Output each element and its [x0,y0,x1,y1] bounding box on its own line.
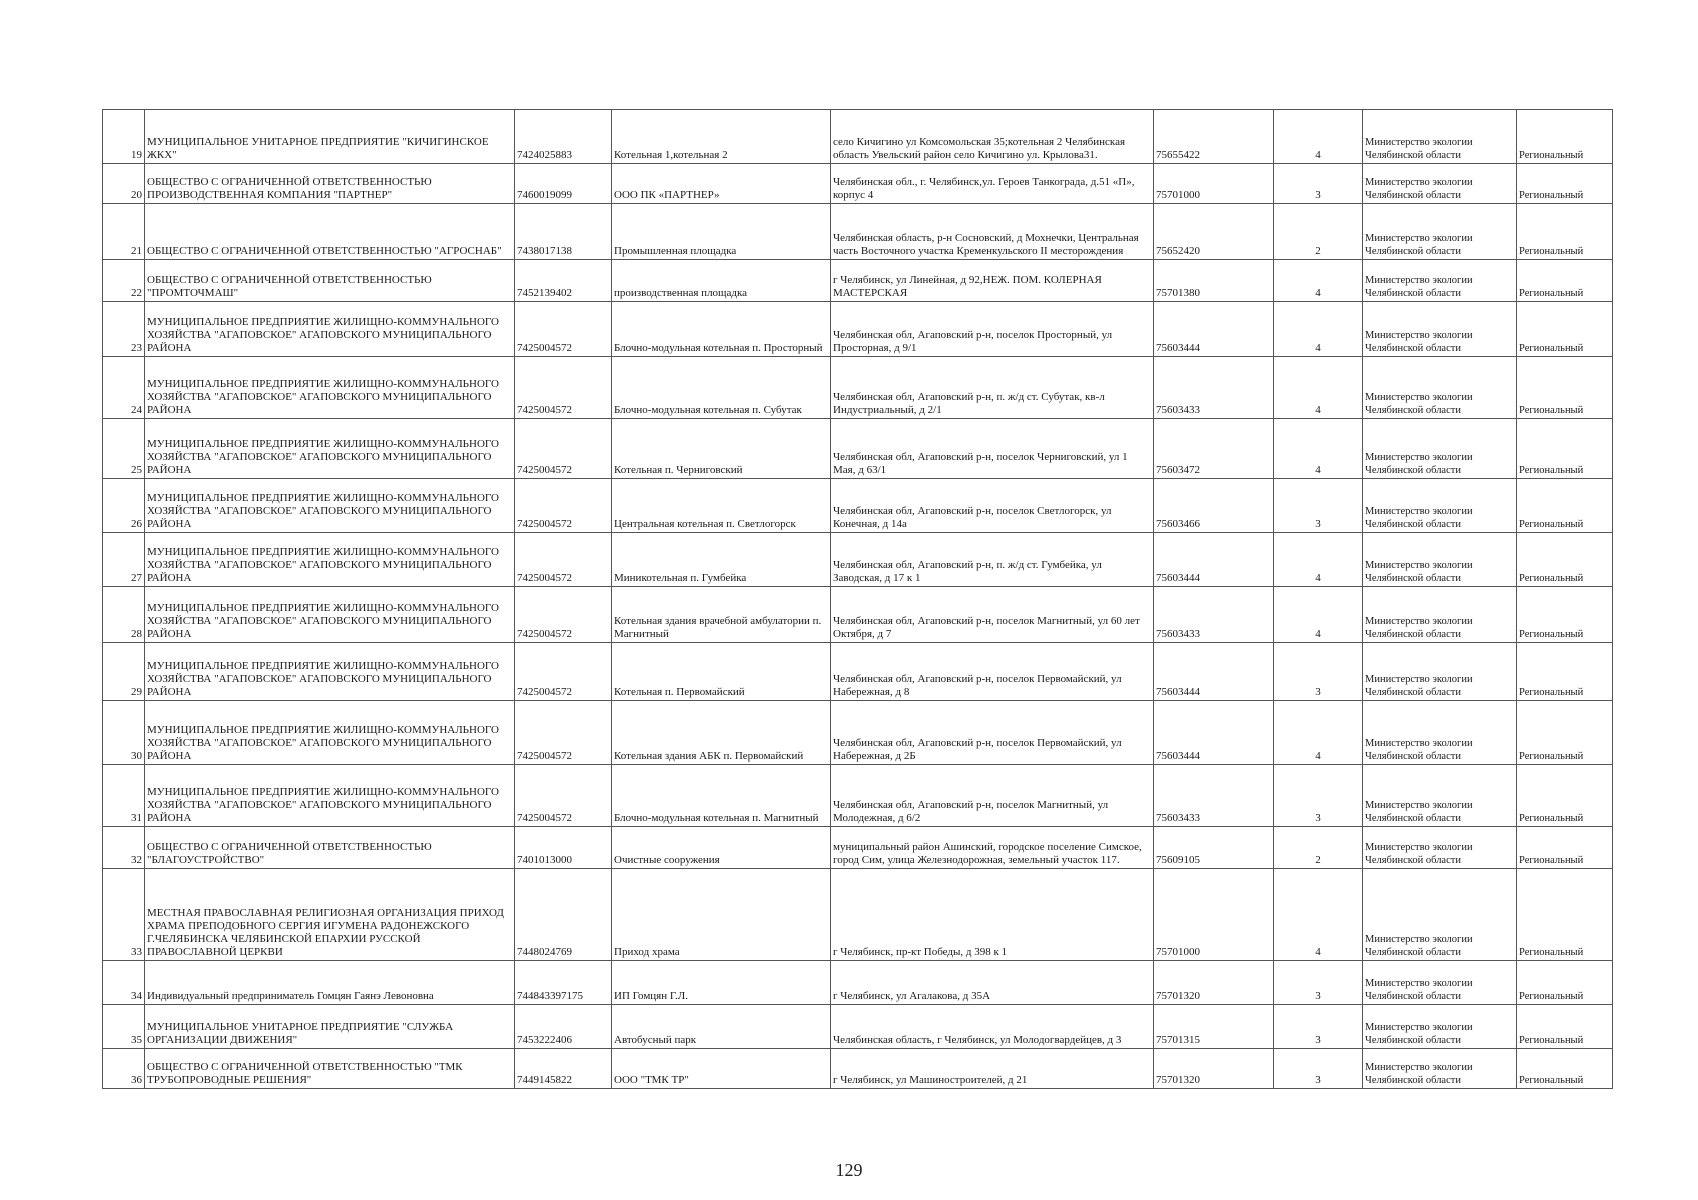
organization-name: Индивидуальный предприниматель Гомцян Гаянэ Левоновна [145,961,515,1005]
table-row [103,587,1613,643]
object-name: Приход храма [612,869,831,961]
supervision-level: Региональный [1517,357,1613,419]
object-address: Челябинская обл, Агаповский р-н, поселок Просторный, ул Просторная, д 9/1 [831,302,1154,357]
organization-name: МУНИЦИПАЛЬНОЕ ПРЕДПРИЯТИЕ ЖИЛИЩНО-КОММУНАЛЬНОГО ХОЗЯЙСТВА "АГАПОВСКОЕ" АГАПОВСКОГО МУНИЦИПАЛЬНОГО РАЙОНА [145,533,515,587]
organization-name: МУНИЦИПАЛЬНОЕ ПРЕДПРИЯТИЕ ЖИЛИЩНО-КОММУНАЛЬНОГО ХОЗЯЙСТВА "АГАПОВСКОЕ" АГАПОВСКОГО МУНИЦИПАЛЬНОГО РАЙОНА [145,701,515,765]
organization-name: ОБЩЕСТВО С ОГРАНИЧЕННОЙ ОТВЕТСТВЕННОСТЬЮ "ПРОМТОЧМАШ" [145,260,515,302]
category-cell: 3 [1274,1005,1363,1049]
object-address: Челябинская обл, Агаповский р-н, поселок Первомайский, ул Набережная, д 2Б [831,701,1154,765]
row-number: 24 [103,357,145,419]
supervision-level: Региональный [1517,1005,1613,1049]
oktmo-code: 75603466 [1154,479,1274,533]
inn-cell: 7448024769 [515,869,612,961]
object-name: Автобусный парк [612,1005,831,1049]
category-cell: 4 [1274,533,1363,587]
row-number: 21 [103,204,145,260]
supervising-authority: Министерство экологии Челябинской области [1363,260,1517,302]
object-name: Блочно-модульная котельная п. Субутак [612,357,831,419]
oktmo-code: 75603433 [1154,765,1274,827]
row-number: 19 [103,110,145,164]
object-name: производственная площадка [612,260,831,302]
supervising-authority: Министерство экологии Челябинской области [1363,587,1517,643]
supervising-authority: Министерство экологии Челябинской области [1363,533,1517,587]
object-name: Блочно-модульная котельная п. Магнитный [612,765,831,827]
row-number: 36 [103,1049,145,1089]
oktmo-code: 75603433 [1154,357,1274,419]
object-address: Челябинская обл, Агаповский р-н, поселок Первомайский, ул Набережная, д 8 [831,643,1154,701]
organization-name: МУНИЦИПАЛЬНОЕ ПРЕДПРИЯТИЕ ЖИЛИЩНО-КОММУНАЛЬНОГО ХОЗЯЙСТВА "АГАПОВСКОЕ" АГАПОВСКОГО МУНИЦИПАЛЬНОГО РАЙОНА [145,643,515,701]
supervision-level: Региональный [1517,164,1613,204]
supervising-authority: Министерство экологии Челябинской области [1363,110,1517,164]
object-name: Промышленная площадка [612,204,831,260]
oktmo-code: 75603433 [1154,587,1274,643]
oktmo-code: 75701000 [1154,164,1274,204]
object-name: ООО "ТМК ТР" [612,1049,831,1089]
supervision-level: Региональный [1517,869,1613,961]
object-name: Котельная 1,котельная 2 [612,110,831,164]
inn-cell: 7425004572 [515,701,612,765]
category-cell: 4 [1274,419,1363,479]
organization-name: МУНИЦИПАЛЬНОЕ ПРЕДПРИЯТИЕ ЖИЛИЩНО-КОММУНАЛЬНОГО ХОЗЯЙСТВА "АГАПОВСКОЕ" АГАПОВСКОГО МУНИЦИПАЛЬНОГО РАЙОНА [145,765,515,827]
object-name: Котельная п. Первомайский [612,643,831,701]
table-row [103,357,1613,419]
object-address: село Кичигино ул Комсомольская 35;котельная 2 Челябинская область Увельский район село Кичигино ул. Крылова31. [831,110,1154,164]
table-row [103,869,1613,961]
supervision-level: Региональный [1517,110,1613,164]
table-row [103,961,1613,1005]
supervising-authority: Министерство экологии Челябинской области [1363,1049,1517,1089]
inn-cell: 744843397175 [515,961,612,1005]
supervising-authority: Министерство экологии Челябинской области [1363,302,1517,357]
object-address: Челябинская область, г Челябинск, ул Молодогвардейцев, д 3 [831,1005,1154,1049]
category-cell: 2 [1274,204,1363,260]
supervising-authority: Министерство экологии Челябинской области [1363,961,1517,1005]
table-row [103,164,1613,204]
object-name: Котельная здания врачебной амбулатории п. Магнитный [612,587,831,643]
table-row [103,302,1613,357]
inn-cell: 7425004572 [515,765,612,827]
object-address: г Челябинск, ул Машиностроителей, д 21 [831,1049,1154,1089]
oktmo-code: 75603444 [1154,533,1274,587]
row-number: 34 [103,961,145,1005]
supervision-level: Региональный [1517,419,1613,479]
supervision-level: Региональный [1517,827,1613,869]
organization-name: МУНИЦИПАЛЬНОЕ ПРЕДПРИЯТИЕ ЖИЛИЩНО-КОММУНАЛЬНОГО ХОЗЯЙСТВА "АГАПОВСКОЕ" АГАПОВСКОГО МУНИЦИПАЛЬНОГО РАЙОНА [145,587,515,643]
inn-cell: 7460019099 [515,164,612,204]
object-name: ООО ПК «ПАРТНЕР» [612,164,831,204]
supervising-authority: Министерство экологии Челябинской области [1363,1005,1517,1049]
supervision-level: Региональный [1517,643,1613,701]
row-number: 28 [103,587,145,643]
table-row [103,260,1613,302]
object-name: Блочно-модульная котельная п. Просторный [612,302,831,357]
supervising-authority: Министерство экологии Челябинской области [1363,164,1517,204]
category-cell: 4 [1274,110,1363,164]
category-cell: 3 [1274,1049,1363,1089]
category-cell: 3 [1274,479,1363,533]
table-row [103,643,1613,701]
table-row [103,1049,1613,1089]
table-row [103,765,1613,827]
oktmo-code: 75603444 [1154,643,1274,701]
table-row [103,479,1613,533]
row-number: 30 [103,701,145,765]
row-number: 29 [103,643,145,701]
organization-name: ОБЩЕСТВО С ОГРАНИЧЕННОЙ ОТВЕТСТВЕННОСТЬЮ "АГРОСНАБ" [145,204,515,260]
oktmo-code: 75701320 [1154,961,1274,1005]
inn-cell: 7425004572 [515,533,612,587]
category-cell: 4 [1274,869,1363,961]
object-address: Челябинская обл, Агаповский р-н, поселок Черниговский, ул 1 Мая, д 63/1 [831,419,1154,479]
object-address: муниципальный район Ашинский, городское поселение Симское, город Сим, улица Железнодорожная, земельный участок 117. [831,827,1154,869]
supervision-level: Региональный [1517,961,1613,1005]
object-name: Котельная п. Черниговский [612,419,831,479]
category-cell: 3 [1274,643,1363,701]
category-cell: 3 [1274,765,1363,827]
inn-cell: 7452139402 [515,260,612,302]
supervising-authority: Министерство экологии Челябинской области [1363,701,1517,765]
organization-name: ОБЩЕСТВО С ОГРАНИЧЕННОЙ ОТВЕТСТВЕННОСТЬЮ "БЛАГОУСТРОЙСТВО" [145,827,515,869]
supervising-authority: Министерство экологии Челябинской области [1363,479,1517,533]
row-number: 26 [103,479,145,533]
object-address: Челябинская область, р-н Сосновский, д Мохнечки, Центральная часть Восточного участка Кременкульского II месторождения [831,204,1154,260]
object-address: Челябинская обл, Агаповский р-н, поселок Магнитный, ул Молодежная, д 6/2 [831,765,1154,827]
supervising-authority: Министерство экологии Челябинской области [1363,765,1517,827]
registry-table-body [103,110,1613,1089]
supervising-authority: Министерство экологии Челябинской области [1363,869,1517,961]
inn-cell: 7424025883 [515,110,612,164]
oktmo-code: 75655422 [1154,110,1274,164]
supervision-level: Региональный [1517,1049,1613,1089]
supervision-level: Региональный [1517,765,1613,827]
oktmo-code: 75603472 [1154,419,1274,479]
category-cell: 3 [1274,164,1363,204]
organization-name: МУНИЦИПАЛЬНОЕ УНИТАРНОЕ ПРЕДПРИЯТИЕ "КИЧИГИНСКОЕ ЖКХ" [145,110,515,164]
object-name: ИП Гомцян Г.Л. [612,961,831,1005]
inn-cell: 7438017138 [515,204,612,260]
category-cell: 2 [1274,827,1363,869]
object-address: Челябинская обл, Агаповский р-н, поселок Магнитный, ул 60 лет Октября, д 7 [831,587,1154,643]
supervision-level: Региональный [1517,533,1613,587]
table-row [103,533,1613,587]
row-number: 23 [103,302,145,357]
table-row [103,419,1613,479]
category-cell: 4 [1274,587,1363,643]
oktmo-code: 75609105 [1154,827,1274,869]
supervision-level: Региональный [1517,260,1613,302]
supervision-level: Региональный [1517,302,1613,357]
page-number: 129 [835,1160,863,1180]
object-name: Центральная котельная п. Светлогорск [612,479,831,533]
organization-name: МЕСТНАЯ ПРАВОСЛАВНАЯ РЕЛИГИОЗНАЯ ОРГАНИЗАЦИЯ ПРИХОД ХРАМА ПРЕПОДОБНОГО СЕРГИЯ ИГУМЕНА РАДОНЕЖСКОГО Г.ЧЕЛЯБИНСКА ЧЕЛЯБИНСКОЙ ЕПАРХИИ РУССКОЙ ПРАВОСЛАВНОЙ ЦЕРКВИ [145,869,515,961]
table-row [103,110,1613,164]
registry-table [102,109,1613,1089]
oktmo-code: 75701000 [1154,869,1274,961]
oktmo-code: 75652420 [1154,204,1274,260]
supervision-level: Региональный [1517,587,1613,643]
category-cell: 3 [1274,961,1363,1005]
supervising-authority: Министерство экологии Челябинской области [1363,643,1517,701]
organization-name: МУНИЦИПАЛЬНОЕ ПРЕДПРИЯТИЕ ЖИЛИЩНО-КОММУНАЛЬНОГО ХОЗЯЙСТВА "АГАПОВСКОЕ" АГАПОВСКОГО МУНИЦИПАЛЬНОГО РАЙОНА [145,302,515,357]
object-address: Челябинская обл, Агаповский р-н, п. ж/д ст. Субутак, кв-л Индустриальный, д 2/1 [831,357,1154,419]
object-address: Челябинская обл., г. Челябинск,ул. Героев Танкограда, д.51 «П», корпус 4 [831,164,1154,204]
organization-name: МУНИЦИПАЛЬНОЕ ПРЕДПРИЯТИЕ ЖИЛИЩНО-КОММУНАЛЬНОГО ХОЗЯЙСТВА "АГАПОВСКОЕ" АГАПОВСКОГО МУНИЦИПАЛЬНОГО РАЙОНА [145,479,515,533]
row-number: 35 [103,1005,145,1049]
supervising-authority: Министерство экологии Челябинской области [1363,419,1517,479]
table-row [103,827,1613,869]
row-number: 33 [103,869,145,961]
supervision-level: Региональный [1517,701,1613,765]
category-cell: 4 [1274,302,1363,357]
row-number: 25 [103,419,145,479]
table-row [103,204,1613,260]
inn-cell: 7453222406 [515,1005,612,1049]
organization-name: ОБЩЕСТВО С ОГРАНИЧЕННОЙ ОТВЕТСТВЕННОСТЬЮ ПРОИЗВОДСТВЕННАЯ КОМПАНИЯ "ПАРТНЕР" [145,164,515,204]
object-address: Челябинская обл, Агаповский р-н, поселок Светлогорск, ул Конечная, д 14а [831,479,1154,533]
category-cell: 4 [1274,357,1363,419]
supervising-authority: Министерство экологии Челябинской области [1363,357,1517,419]
supervision-level: Региональный [1517,479,1613,533]
object-address: г Челябинск, ул Линейная, д 92,НЕЖ. ПОМ. КОЛЕРНАЯ МАСТЕРСКАЯ [831,260,1154,302]
organization-name: МУНИЦИПАЛЬНОЕ ПРЕДПРИЯТИЕ ЖИЛИЩНО-КОММУНАЛЬНОГО ХОЗЯЙСТВА "АГАПОВСКОЕ" АГАПОВСКОГО МУНИЦИПАЛЬНОГО РАЙОНА [145,357,515,419]
object-address: Челябинская обл, Агаповский р-н, п. ж/д ст. Гумбейка, ул Заводская, д 17 к 1 [831,533,1154,587]
table-row [103,1005,1613,1049]
object-name: Котельная здания АБК п. Первомайский [612,701,831,765]
supervision-level: Региональный [1517,204,1613,260]
inn-cell: 7425004572 [515,643,612,701]
inn-cell: 7425004572 [515,302,612,357]
object-name: Очистные сооружения [612,827,831,869]
inn-cell: 7425004572 [515,419,612,479]
supervising-authority: Министерство экологии Челябинской области [1363,204,1517,260]
inn-cell: 7425004572 [515,587,612,643]
inn-cell: 7425004572 [515,479,612,533]
object-address: г Челябинск, пр-кт Победы, д 398 к 1 [831,869,1154,961]
oktmo-code: 75701380 [1154,260,1274,302]
supervising-authority: Министерство экологии Челябинской области [1363,827,1517,869]
object-address: г Челябинск, ул Агалакова, д 35А [831,961,1154,1005]
row-number: 27 [103,533,145,587]
oktmo-code: 75701320 [1154,1049,1274,1089]
row-number: 32 [103,827,145,869]
oktmo-code: 75603444 [1154,302,1274,357]
category-cell: 4 [1274,260,1363,302]
organization-name: МУНИЦИПАЛЬНОЕ УНИТАРНОЕ ПРЕДПРИЯТИЕ "СЛУЖБА ОРГАНИЗАЦИИ ДВИЖЕНИЯ" [145,1005,515,1049]
inn-cell: 7425004572 [515,357,612,419]
inn-cell: 7401013000 [515,827,612,869]
oktmo-code: 75603444 [1154,701,1274,765]
category-cell: 4 [1274,701,1363,765]
organization-name: ОБЩЕСТВО С ОГРАНИЧЕННОЙ ОТВЕТСТВЕННОСТЬЮ "ТМК ТРУБОПРОВОДНЫЕ РЕШЕНИЯ" [145,1049,515,1089]
inn-cell: 7449145822 [515,1049,612,1089]
organization-name: МУНИЦИПАЛЬНОЕ ПРЕДПРИЯТИЕ ЖИЛИЩНО-КОММУНАЛЬНОГО ХОЗЯЙСТВА "АГАПОВСКОЕ" АГАПОВСКОГО МУНИЦИПАЛЬНОГО РАЙОНА [145,419,515,479]
object-name: Миникотельная п. Гумбейка [612,533,831,587]
row-number: 22 [103,260,145,302]
row-number: 31 [103,765,145,827]
oktmo-code: 75701315 [1154,1005,1274,1049]
row-number: 20 [103,164,145,204]
table-row [103,701,1613,765]
